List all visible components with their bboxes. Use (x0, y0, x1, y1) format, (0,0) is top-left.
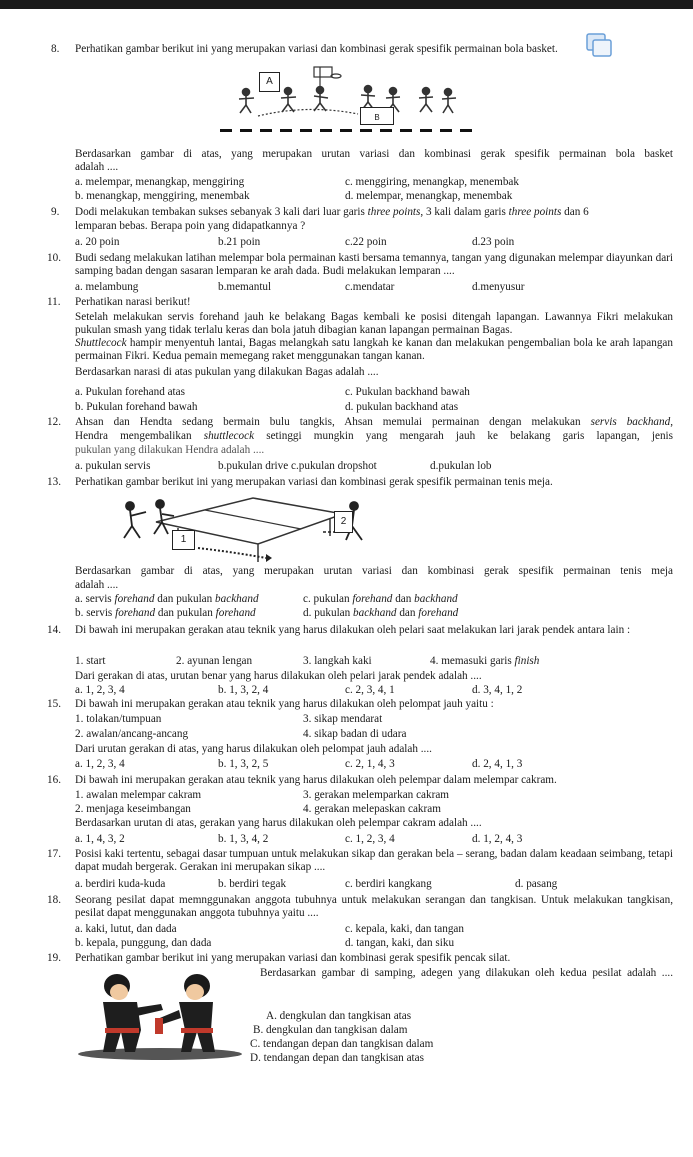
q9-option-c[interactable]: c.22 poin (345, 236, 387, 248)
q16-step-3: 3. gerakan melemparkan cakram (303, 789, 449, 801)
q15-text: Di bawah ini merupakan gerakan atau teknik yang harus dilakukan oleh pelompat jauh yaitu : (75, 698, 494, 710)
pencak-silat-figure (75, 970, 245, 1062)
q13-stem-end: adalah .... (75, 579, 119, 591)
q19-number: 19. (47, 952, 61, 964)
q11-option-a[interactable]: a. Pukulan forehand atas (75, 386, 185, 398)
fig-label-2: 2 (334, 511, 353, 533)
q9-number: 9. (51, 206, 60, 218)
q14-step-4: 4. memasuki garis finish (430, 655, 540, 667)
q15-step-2: 2. awalan/ancang-ancang (75, 728, 189, 740)
q11-option-c[interactable]: c. Pukulan backhand bawah (345, 386, 470, 398)
fig-label-b: B (360, 107, 394, 125)
q19-stem: Berdasarkan gambar di samping, adegen yang dilakukan oleh kedua pesilat adalah .... (260, 967, 673, 979)
q13-option-c[interactable]: c. pukulan forehand dan backhand (303, 593, 458, 605)
q8-number: 8. (51, 43, 60, 55)
q15-step-3: 3. sikap mendarat (303, 713, 383, 725)
q14-ask: Dari gerakan di atas, urutan benar yang harus dilakukan oleh pelari jarak pendek adalah .... (75, 670, 482, 682)
table-tennis-figure (118, 492, 370, 564)
top-dark-bar (0, 0, 693, 9)
q10-text: Budi sedang melakukan latihan melempar bola permainan kasti bersama temannya, tangan yang digunakan melempar diayunkan dari samping badan dengan sasaran lemparan ke arah dada. Budi melakukan lemparan .... (75, 252, 673, 277)
q8-option-d[interactable]: d. melempar, menangkap, menembak (345, 190, 513, 202)
q16-step-4: 4. gerakan melepaskan cakram (303, 803, 441, 815)
q15-ask: Dari urutan gerakan di atas, yang harus dilakukan oleh pelompat jauh adalah .... (75, 743, 432, 755)
q10-option-a[interactable]: a. melambung (75, 281, 139, 293)
q15-option-c[interactable]: c. 2, 1, 4, 3 (345, 758, 395, 770)
q11-option-d[interactable]: d. pukulan backhand atas (345, 401, 459, 413)
q14-step-1: 1. start (75, 655, 106, 667)
q17-option-b[interactable]: b. berdiri tegak (218, 878, 287, 890)
q17-option-a[interactable]: a. berdiri kuda-kuda (75, 878, 166, 890)
q16-option-a[interactable]: a. 1, 4, 3, 2 (75, 833, 125, 845)
q15-option-d[interactable]: d. 2, 4, 1, 3 (472, 758, 523, 770)
q11-title: Perhatikan narasi berikut! (75, 296, 191, 308)
q14-option-b[interactable]: b. 1, 3, 2, 4 (218, 684, 269, 696)
q17-option-c[interactable]: c. berdiri kangkang (345, 878, 432, 890)
q8-stem-end: adalah .... (75, 161, 119, 173)
q18-text: Seorang pesilat dapat memnggunakan anggota tubuhnya untuk melakukan serangan dan tangkisan. Untuk melakukan tangkisan, pesilat dapat menggunakan anggota tubuhnya yaitu .... (75, 894, 673, 919)
basketball-figure (218, 64, 483, 136)
q12-option-bc[interactable]: b.pukulan drive c.pukulan dropshot (218, 460, 377, 472)
q12-option-a[interactable]: a. pukulan servis (75, 460, 151, 472)
q13-option-b[interactable]: b. servis forehand dan pukulan forehand (75, 607, 256, 619)
q9-option-b[interactable]: b.21 poin (218, 236, 261, 248)
q15-option-a[interactable]: a. 1, 2, 3, 4 (75, 758, 125, 770)
q15-step-4: 4. sikap badan di udara (303, 728, 407, 740)
q11-option-b[interactable]: b. Pukulan forehand bawah (75, 401, 198, 413)
q14-step-2: 2. ayunan lengan (176, 655, 253, 667)
q12-text-line2: Hendra mengembalikan shuttlecock setinggi mungkin yang mengarah jauh ke belakang garis lapangan, jenis (75, 430, 674, 442)
q9-option-d[interactable]: d.23 poin (472, 236, 515, 248)
q8-stem: Berdasarkan gambar di atas, yang merupakan urutan variasi dan kombinasi gerak spesifik permainan bola basket (75, 148, 673, 160)
q18-option-c[interactable]: c. kepala, kaki, dan tangan (345, 923, 464, 935)
q16-option-d[interactable]: d. 1, 2, 4, 3 (472, 833, 523, 845)
q12-text-line3: pukulan yang dilakukan Hendra adalah .... (75, 444, 265, 456)
q19-title: Perhatikan gambar berikut ini yang merupakan variasi dan kombinasi gerak spesifik pencak silat. (75, 952, 511, 964)
q16-text: Di bawah ini merupakan gerakan atau teknik yang harus dilakukan oleh pelempar dalam melempar cakram. (75, 774, 557, 786)
q10-option-c[interactable]: c.mendatar (345, 281, 395, 293)
q8-option-a[interactable]: a. melempar, menangkap, menggiring (75, 176, 245, 188)
q13-stem: Berdasarkan gambar di atas, yang merupakan urutan variasi dan kombinasi gerak spesifik permainan tenis meja (75, 565, 673, 577)
q19-option-b[interactable]: B. dengkulan dan tangkisan dalam (253, 1024, 408, 1036)
q10-option-b[interactable]: b.memantul (218, 281, 272, 293)
q9-option-a[interactable]: a. 20 poin (75, 236, 120, 248)
q19-option-d[interactable]: D. tendangan depan dan tangkisan atas (250, 1052, 424, 1064)
q11-narrative-p1: Setelah melakukan servis forehand jauh ke belakang Bagas kembali ke posisi ditengah lapangan. Lawannya Fikri melakukan pukulan smash yang tidak terlalu keras dan bola jatuh dibagian kanan lapangan permainan Bagas. (75, 311, 673, 336)
q8-title: Perhatikan gambar berikut ini yang merupakan variasi dan kombinasi gerak spesifik permainan bola basket. (75, 43, 558, 55)
q11-ask: Berdasarkan narasi di atas pukulan yang dilakukan Bagas adalah .... (75, 366, 379, 378)
q17-text: Posisi kaki tertentu, sebagai dasar tumpuan untuk melakukan sikap dan gerakan bela – serang, badan dalam keadaan seimbang, tetapi dapat mudah bergerak. Gerakan ini merupakan sikap .... (75, 848, 673, 873)
q9-text-line2: lemparan bebas. Berapa poin yang didapatkannya ? (75, 220, 306, 232)
q9-text: Dodi melakukan tembakan sukses sebanyak 3 kali dari luar garis three points, 3 kali dalam garis three points dan 6 (75, 206, 589, 218)
q18-option-d[interactable]: d. tangan, kaki, dan siku (345, 937, 455, 949)
q16-step-1: 1. awalan melempar cakram (75, 789, 202, 801)
fig-label-a: A (259, 72, 280, 92)
q15-option-b[interactable]: b. 1, 3, 2, 5 (218, 758, 269, 770)
q16-option-b[interactable]: b. 1, 3, 4, 2 (218, 833, 269, 845)
q18-option-a[interactable]: a. kaki, lutut, dan dada (75, 923, 177, 935)
q13-title: Perhatikan gambar berikut ini yang merupakan variasi dan kombinasi gerak spesifik permainan tenis meja. (75, 476, 553, 488)
q12-text-line1: Ahsan dan Hendta sedang bermain bulu tangkis, Ahsan memulai permainan dengan melakukan servis backhand, (75, 416, 673, 428)
q14-number: 14. (47, 624, 61, 636)
q12-option-d[interactable]: d.pukulan lob (430, 460, 492, 472)
q13-option-a[interactable]: a. servis forehand dan pukulan backhand (75, 593, 259, 605)
q8-option-c[interactable]: c. menggiring, menangkap, menembak (345, 176, 519, 188)
q14-step-3: 3. langkah kaki (303, 655, 372, 667)
q13-option-d[interactable]: d. pukulan backhand dan forehand (303, 607, 459, 619)
q19-option-c[interactable]: C. tendangan depan dan tangkisan dalam (250, 1038, 434, 1050)
q12-number: 12. (47, 416, 61, 428)
q11-number: 11. (47, 296, 61, 308)
q11-narrative-p2: Shuttlecock hampir menyentuh lantai, Bagas melangkah satu langkah ke kanan dan melakukan pengembalian bola ke arah lapangan permainan Fikri. Kedua pemain memegang raket menggunakan tangan kanan. (75, 337, 673, 362)
q16-ask: Berdasarkan urutan di atas, gerakan yang harus dilakukan oleh pelempar cakram adalah .... (75, 817, 482, 829)
q14-option-d[interactable]: d. 3, 4, 1, 2 (472, 684, 523, 696)
q16-option-c[interactable]: c. 1, 2, 3, 4 (345, 833, 395, 845)
q15-number: 15. (47, 698, 61, 710)
fig-label-1: 1 (172, 530, 195, 550)
q14-option-c[interactable]: c. 2, 3, 4, 1 (345, 684, 395, 696)
q16-number: 16. (47, 774, 61, 786)
q18-option-b[interactable]: b. kepala, punggung, dan dada (75, 937, 212, 949)
q14-text: Di bawah ini merupakan gerakan atau teknik yang harus dilakukan oleh pelari saat melakukan lari jarak pendek antara lain : (75, 624, 631, 636)
copy-image-icon[interactable] (585, 30, 613, 58)
q18-number: 18. (47, 894, 61, 906)
q16-step-2: 2. menjaga keseimbangan (75, 803, 191, 815)
q19-option-a[interactable]: A. dengkulan dan tangkisan atas (266, 1010, 412, 1022)
q17-option-d[interactable]: d. pasang (515, 878, 558, 890)
q14-option-a[interactable]: a. 1, 2, 3, 4 (75, 684, 125, 696)
q10-number: 10. (47, 252, 61, 264)
q17-number: 17. (47, 848, 61, 860)
q10-option-d[interactable]: d.menyusur (472, 281, 525, 293)
q8-option-b[interactable]: b. menangkap, menggiring, menembak (75, 190, 250, 202)
q15-step-1: 1. tolakan/tumpuan (75, 713, 162, 725)
q13-number: 13. (47, 476, 61, 488)
